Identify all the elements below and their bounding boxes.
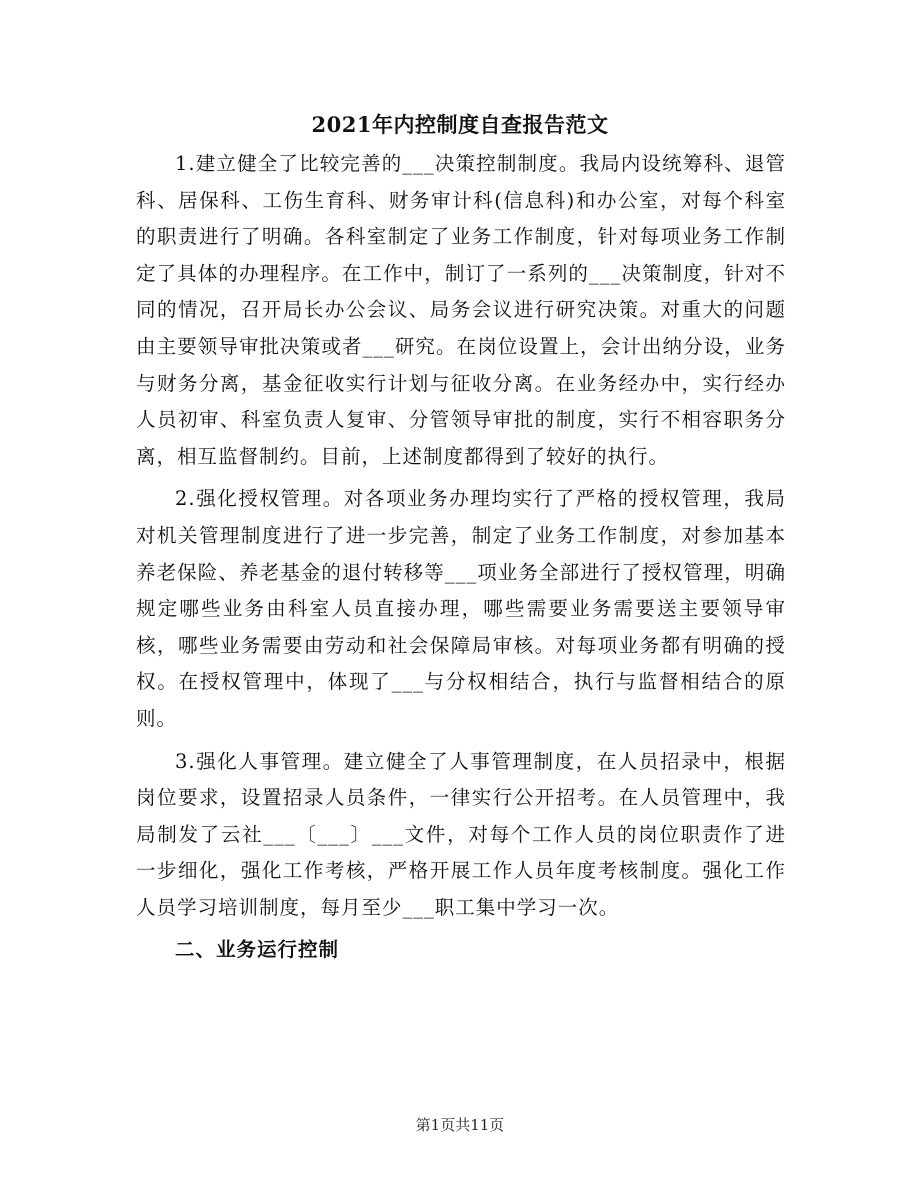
paragraph-decision-control: 1.建立健全了比较完善的___决策控制制度。我局内设统筹科、退管科、居保科、工伤生育科、财务审计科(信息科)和办公室，对每个科室的职责进行了明确。各科室制定了业务工作制度，针对每项业务工作制定了具体的办理程序。在工作中，制订了一系列的___决策制度，针对不同的情况，召开局长办公会议、局务会议进行研究决策。对重大的问题由主要领导审批决策或者___研究。在岗位设置上，会计出纳分设，业务与财务分离，基金征收实行计划与征收分离。在业务经办中，实行经办人员初审、科室负责人复审、分管领导审批的制度，实行不相容职务分离，相互监督制约。目前，上述制度都得到了较好的执行。 bbox=[136, 152, 786, 468]
document-title: 2021年内控制度自查报告范文 bbox=[311, 112, 609, 137]
section-heading: 二、业务运行控制 bbox=[175, 938, 340, 962]
page-number-footer: 第1页共11页 bbox=[415, 1116, 505, 1134]
paragraph-personnel: 3.强化人事管理。建立健全了人事管理制度，在人员招录中，根据岗位要求，设置招录人员条件，一律实行公开招考。在人员管理中，我局制发了云社___〔___〕___文件，对每个工作人员的岗位职责作了进一步细化，强化工作考核，严格开展工作人员年度考核制度。强化工作人员学习培训制度，每月至少___职工集中学习一次。 bbox=[136, 749, 786, 919]
document-body bbox=[136, 146, 786, 969]
paragraph-authorization: 2.强化授权管理。对各项业务办理均实行了严格的授权管理，我局对机关管理制度进行了进一步完善，制定了业务工作制度，对参加基本养老保险、养老基金的退付转移等___项业务全部进行了授权管理，明确规定哪些业务由科室人员直接办理，哪些需要业务需要送主要领导审核，哪些业务需要由劳动和社会保障局审核。对每项业务都有明确的授权。在授权管理中，体现了___与分权相结合，执行与监督相结合的原则。 bbox=[136, 487, 786, 730]
